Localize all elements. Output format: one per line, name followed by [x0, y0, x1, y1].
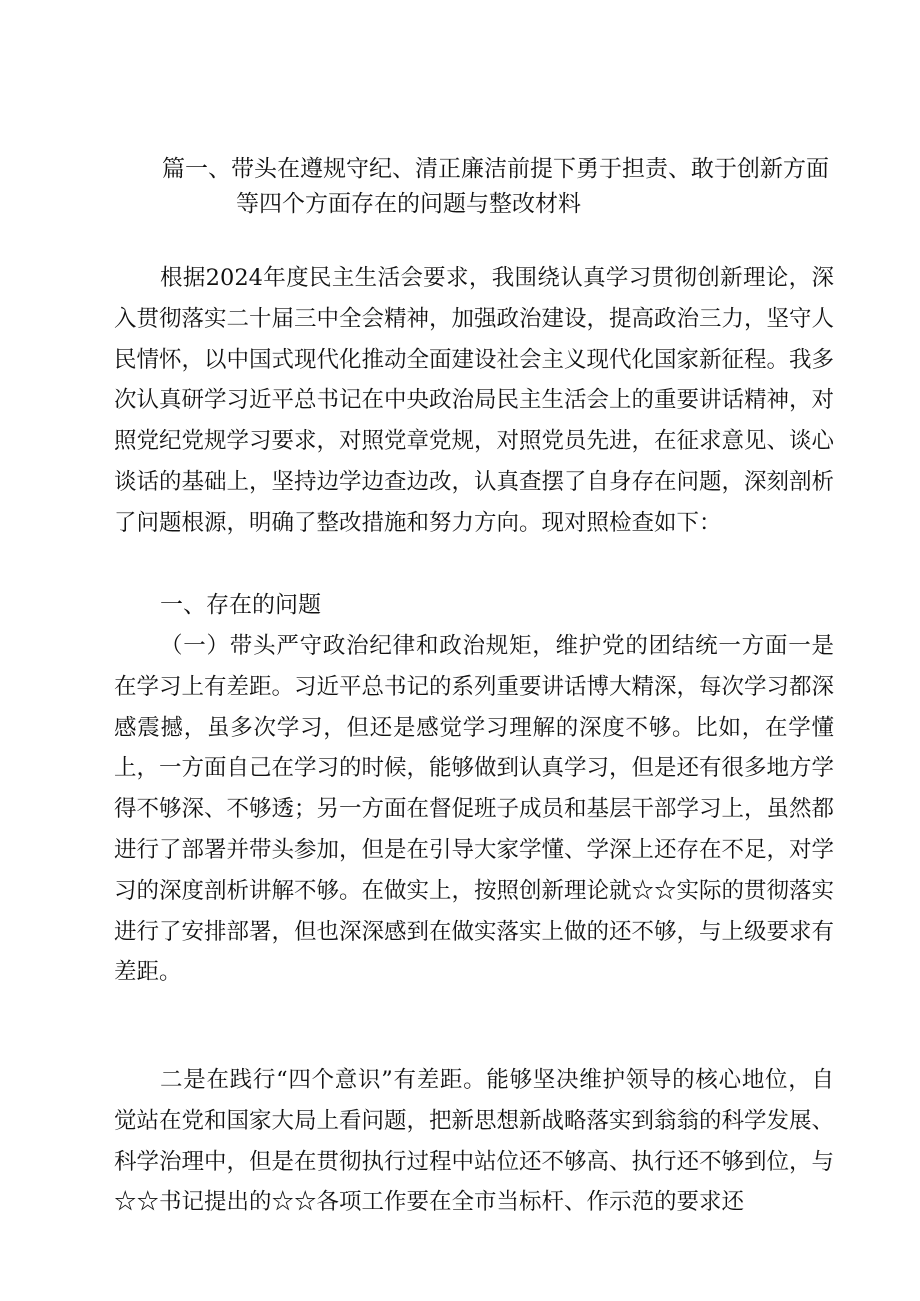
paragraph-two: 二是在践行“四个意识”有差距。能够坚决维护领导的核心地位，自觉站在党和国家大局上看问题，把新思想新战略落实到翁翁的科学发展、科学治理中，但是在贯彻执行过程中站位还不够高、执行还不够到位，与☆☆书记提出的☆☆各项工作要在全市当标杆、作示范的要求还 [114, 1067, 835, 1216]
paragraph-one: （一）带头严守政治纪律和政治规矩，维护党的团结统一方面一是在学习上有差距。习近平总书记的系列重要讲话博大精深，每次学习都深感震撼，虽多次学习，但还是感觉学习理解的深度不够。比如，在学懂上，一方面自己在学习的时候，能够做到认真学习，但是还有很多地方学得不够深、不够透；另一方面在督促班子成员和基层干部学习上，虽然都进行了部署并带头参加，但是在引导大家学懂、学深上还存在不足，对学习的深度剖析讲解不够。在做实上，按照创新理论就☆☆实际的贯彻落实进行了安排部署，但也深深感到在做实落实上做的还不够，与上级要求有差距。 [114, 633, 835, 986]
paragraph-two-block [114, 1060, 834, 1223]
document-title [100, 152, 860, 222]
intro-paragraph-block [114, 258, 834, 544]
title-line-2: 等四个方面存在的问题与整改材料 [236, 191, 581, 217]
section-heading: 一、存在的问题 [160, 592, 321, 618]
paragraph-one-block [114, 626, 834, 993]
intro-paragraph: 根据2024年度民主生活会要求，我围绕认真学习贯彻创新理论，深入贯彻落实二十届三中全会精神，加强政治建设，提高政治三力，坚守人民情怀，以中国式现代化推动全面建设社会主义现代化国家新征程。我多次认真研学习近平总书记在中央政治局民主生活会上的重要讲话精神，对照党纪党规学习要求，对照党章党规，对照党员先进，在征求意见、谈心谈话的基础上，坚持边学边查边改，认真查摆了自身存在问题，深刻剖析了问题根源，明确了整改措施和努力方向。现对照检查如下： [114, 265, 835, 536]
title-line-1: 篇一、带头在遵规守纪、清正廉洁前提下勇于担责、敢于创新方面 [162, 156, 829, 182]
